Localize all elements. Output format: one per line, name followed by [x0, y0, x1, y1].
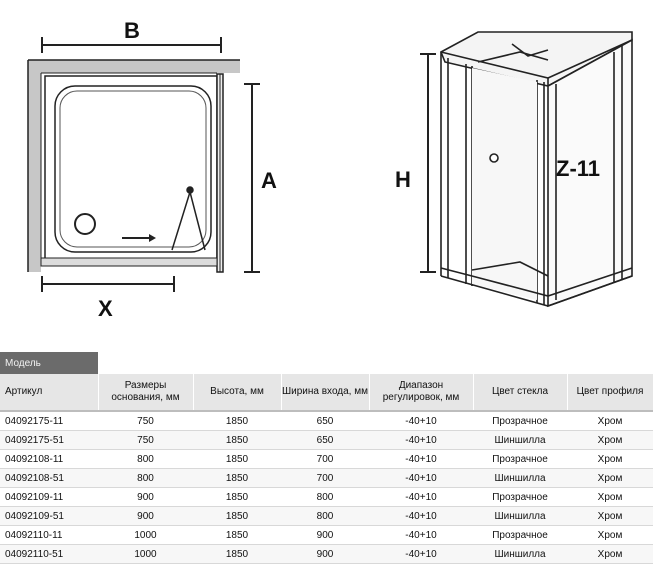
cell-glass-color: Шиншилла: [473, 545, 567, 564]
cell-entry-width: 800: [281, 507, 369, 526]
cell-base-size: 900: [98, 488, 193, 507]
cell-glass-color: Прозрачное: [473, 526, 567, 545]
cell-article: 04092108-11: [0, 450, 98, 469]
cell-profile-color: Хром: [567, 450, 653, 469]
cell-base-size: 750: [98, 431, 193, 450]
table-row: [0, 545, 653, 564]
model-row-spacer: [98, 352, 653, 374]
cell-article: 04092110-11: [0, 526, 98, 545]
cell-article: 04092108-51: [0, 469, 98, 488]
dimension-a: [244, 84, 260, 272]
cell-adjust-range: -40+10: [369, 450, 473, 469]
specification-table: [0, 352, 653, 564]
dimension-a-label: A: [261, 168, 277, 193]
cell-glass-color: Шиншилла: [473, 469, 567, 488]
cell-base-size: 800: [98, 450, 193, 469]
cell-article: 04092175-51: [0, 431, 98, 450]
model-row: [0, 352, 653, 374]
header-profile-color: Цвет профиля: [567, 374, 653, 411]
model-label-cell: Модель: [0, 352, 98, 374]
cell-height: 1850: [193, 545, 281, 564]
cell-profile-color: Хром: [567, 526, 653, 545]
cell-adjust-range: -40+10: [369, 469, 473, 488]
cell-entry-width: 800: [281, 488, 369, 507]
cell-adjust-range: -40+10: [369, 545, 473, 564]
cell-profile-color: Хром: [567, 507, 653, 526]
model-label: Z-11: [556, 156, 601, 181]
cell-profile-color: Хром: [567, 545, 653, 564]
table-header-row: [0, 374, 653, 411]
table-row: [0, 469, 653, 488]
cell-glass-color: Шиншилла: [473, 507, 567, 526]
cell-entry-width: 900: [281, 526, 369, 545]
table-row: [0, 488, 653, 507]
cell-article: 04092109-11: [0, 488, 98, 507]
dimension-b-label: B: [124, 18, 140, 43]
cell-glass-color: Шиншилла: [473, 431, 567, 450]
cell-profile-color: Хром: [567, 431, 653, 450]
table-row: [0, 431, 653, 450]
cell-profile-color: Хром: [567, 469, 653, 488]
cell-adjust-range: -40+10: [369, 526, 473, 545]
dimension-h: [420, 54, 436, 272]
dimension-x: [42, 276, 174, 292]
cell-entry-width: 650: [281, 411, 369, 431]
cell-glass-color: Прозрачное: [473, 450, 567, 469]
table-row: [0, 526, 653, 545]
cell-glass-color: Прозрачное: [473, 488, 567, 507]
header-article: Артикул: [0, 374, 98, 411]
cell-entry-width: 700: [281, 450, 369, 469]
table-body: [0, 411, 653, 564]
cell-base-size: 800: [98, 469, 193, 488]
cell-base-size: 1000: [98, 545, 193, 564]
cell-base-size: 900: [98, 507, 193, 526]
cell-adjust-range: -40+10: [369, 507, 473, 526]
bottom-profile: [41, 258, 217, 266]
header-glass-color: Цвет стекла: [473, 374, 567, 411]
cell-profile-color: Хром: [567, 488, 653, 507]
cell-entry-width: 900: [281, 545, 369, 564]
cell-height: 1850: [193, 450, 281, 469]
header-base-size: Размеры основания, мм: [98, 374, 193, 411]
cell-article: 04092175-11: [0, 411, 98, 431]
cell-profile-color: Хром: [567, 411, 653, 431]
cell-entry-width: 700: [281, 469, 369, 488]
cell-height: 1850: [193, 488, 281, 507]
cell-height: 1850: [193, 411, 281, 431]
cell-article: 04092110-51: [0, 545, 98, 564]
cell-glass-color: Прозрачное: [473, 411, 567, 431]
header-entry-width: Ширина входа, мм: [281, 374, 369, 411]
header-height: Высота, мм: [193, 374, 281, 411]
enclosure-3d-view: [395, 32, 632, 306]
cell-height: 1850: [193, 431, 281, 450]
cell-height: 1850: [193, 507, 281, 526]
cell-base-size: 750: [98, 411, 193, 431]
cell-base-size: 1000: [98, 526, 193, 545]
cell-article: 04092109-51: [0, 507, 98, 526]
header-adjust-range: Диапазон регулировок, мм: [369, 374, 473, 411]
cell-adjust-range: -40+10: [369, 488, 473, 507]
shower-tray: [45, 76, 217, 259]
table-row: [0, 411, 653, 431]
table-row: [0, 507, 653, 526]
cell-adjust-range: -40+10: [369, 431, 473, 450]
plan-view: [28, 18, 277, 321]
dimension-h-label: H: [395, 167, 411, 192]
cell-height: 1850: [193, 469, 281, 488]
cell-height: 1850: [193, 526, 281, 545]
cell-entry-width: 650: [281, 431, 369, 450]
dimension-x-label: X: [98, 296, 113, 321]
cell-adjust-range: -40+10: [369, 411, 473, 431]
table-row: [0, 450, 653, 469]
side-panel: [217, 74, 223, 272]
